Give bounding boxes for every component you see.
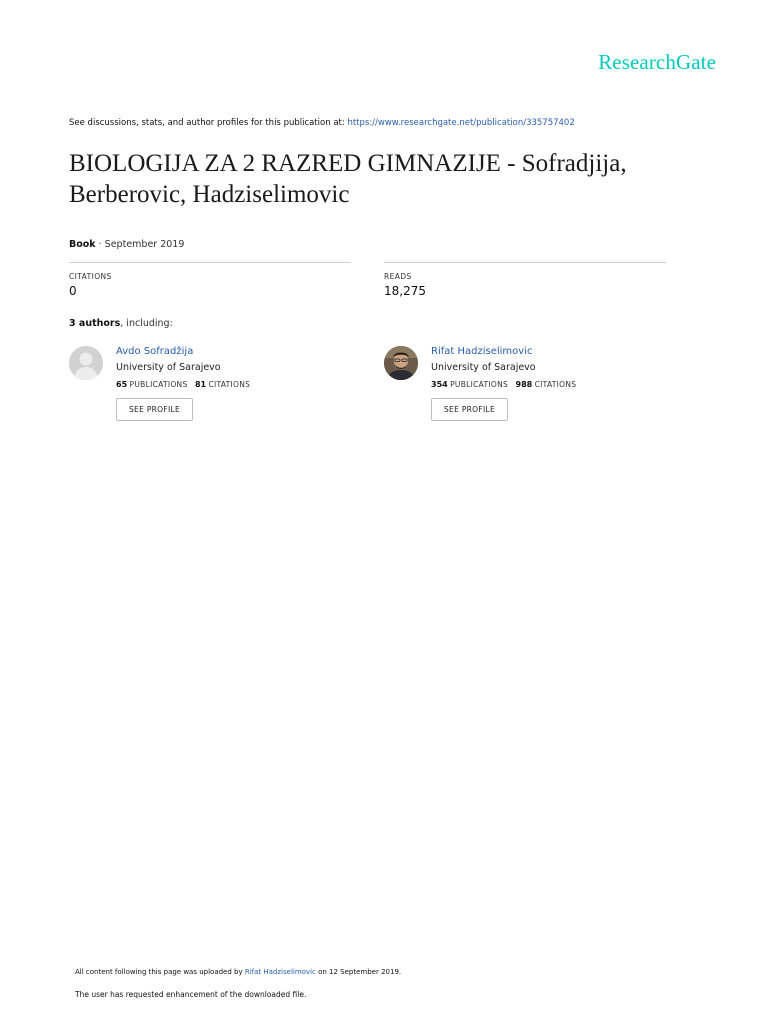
enhancement-notice: The user has requested enhancement of the downloaded file. xyxy=(75,990,307,999)
citations-value: 0 xyxy=(69,284,77,298)
avatar-photo-icon[interactable] xyxy=(384,346,418,380)
reads-stat xyxy=(384,262,666,298)
publication-type: Book xyxy=(69,239,96,250)
author-info xyxy=(431,346,671,421)
uploader-link[interactable]: Rifat Hadziselimovic xyxy=(244,968,316,976)
author-stats xyxy=(116,380,356,389)
authors-count: 3 authors xyxy=(69,318,121,329)
discussion-text: See discussions, stats, and author profiles for this publication at: xyxy=(69,118,348,128)
author-publications-label: PUBLICATIONS xyxy=(450,380,509,389)
upload-notice-suffix: on 12 September 2019. xyxy=(315,968,402,976)
researchgate-logo: ResearchGate xyxy=(598,50,716,74)
author-name-link[interactable]: Rifat Hadziselimovic xyxy=(431,346,533,357)
citations-stat xyxy=(69,262,351,298)
see-profile-button[interactable]: SEE PROFILE xyxy=(431,398,508,421)
author-institution: University of Sarajevo xyxy=(116,362,221,373)
publication-title: BIOLOGIJA ZA 2 RAZRED GIMNAZIJE - Sofradjija, Berberovic, Hadziselimovic xyxy=(69,150,627,208)
see-profile-button[interactable]: SEE PROFILE xyxy=(116,398,193,421)
avatar-placeholder-icon[interactable] xyxy=(69,346,103,380)
authors-suffix: , including: xyxy=(120,318,173,329)
publication-link[interactable]: https://www.researchgate.net/publication/335757402 xyxy=(347,118,575,128)
discussion-line xyxy=(69,118,575,128)
author-citations-count: 988 xyxy=(515,380,533,389)
author-publications-count: 354 xyxy=(431,380,448,389)
author-citations-label: CITATIONS xyxy=(534,380,577,389)
author-info xyxy=(116,346,356,421)
author-name-link[interactable]: Avdo Sofradžija xyxy=(116,346,194,357)
upload-notice-prefix: All content following this page was uploaded by xyxy=(75,968,245,976)
author-publications-label: PUBLICATIONS xyxy=(129,380,188,389)
reads-label: READS xyxy=(384,272,412,281)
author-citations-count: 81 xyxy=(194,380,207,389)
reads-value: 18,275 xyxy=(384,284,426,298)
publication-meta xyxy=(69,239,184,250)
citations-label: CITATIONS xyxy=(69,272,112,281)
author-stats xyxy=(431,380,671,389)
authors-summary xyxy=(69,318,173,329)
publication-date: · September 2019 xyxy=(95,239,185,250)
upload-notice xyxy=(75,968,401,976)
author-publications-count: 65 xyxy=(116,380,128,389)
author-citations-label: CITATIONS xyxy=(208,380,251,389)
author-institution: University of Sarajevo xyxy=(431,362,536,373)
